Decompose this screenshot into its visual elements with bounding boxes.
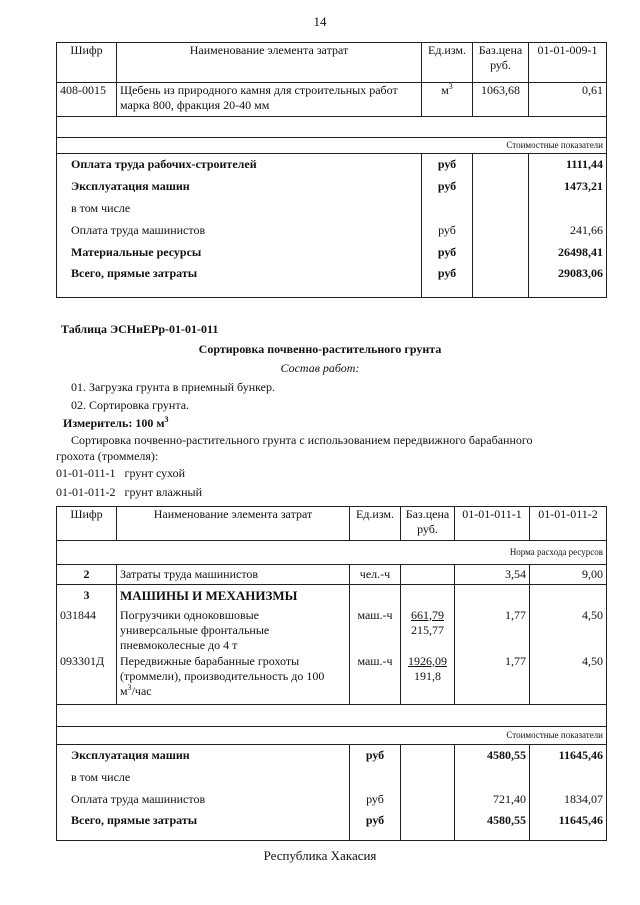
- row-price-line1: 661,79: [411, 607, 444, 622]
- summary-row: [57, 811, 607, 841]
- page-number: 14: [313, 14, 327, 29]
- header-code: Шифр: [57, 43, 117, 83]
- summary-row: [57, 154, 607, 176]
- row-value-2: 4,50: [530, 607, 607, 653]
- summary-name: в том числе: [57, 767, 350, 789]
- summary-value-1: 4580,55: [455, 811, 530, 841]
- summary-unit: руб: [422, 264, 473, 298]
- section-label-row: [57, 138, 607, 154]
- work-item-2: 02. Сортировка грунта.: [71, 398, 190, 412]
- section-label-row: [57, 727, 607, 745]
- table-header: [57, 507, 607, 541]
- header-code: Шифр: [57, 507, 117, 541]
- summary-value-1: 4580,55: [455, 745, 530, 767]
- summary-row: [57, 767, 607, 789]
- summary-name: Эксплуатация машин: [57, 176, 422, 198]
- row-name-line1: Передвижные барабанные грохоты: [120, 653, 300, 668]
- row-price: [401, 607, 455, 653]
- variant-2: 01-01-011-2 грунт влажный: [56, 485, 202, 499]
- table-title: Таблица ЭСНиЕРр-01-01-011: [61, 322, 219, 336]
- row-value-2: 4,50: [530, 653, 607, 705]
- row-value-1: 1,77: [455, 607, 530, 653]
- row-value-1: 1,77: [455, 653, 530, 705]
- row-name-line1: Щебень из природного камня для строительных работ: [120, 83, 398, 97]
- summary-name: Материальные ресурсы: [57, 242, 422, 264]
- row-unit: маш.-ч: [350, 653, 401, 705]
- row-code: 408-0015: [57, 83, 117, 117]
- table-row: [57, 653, 607, 705]
- summary-unit: руб: [350, 745, 401, 767]
- row-code: 3: [57, 585, 117, 607]
- footer-region: Республика Хакасия: [263, 848, 377, 863]
- summary-value: 241,66: [529, 220, 607, 242]
- section-label: Стоимостные показатели: [57, 727, 607, 745]
- summary-unit: руб: [422, 154, 473, 176]
- summary-row: [57, 242, 607, 264]
- work-item-1: 01. Загрузка грунта в приемный бункер.: [71, 380, 275, 394]
- group-title: МАШИНЫ И МЕХАНИЗМЫ: [117, 585, 350, 607]
- row-code: 093301Д: [57, 653, 117, 705]
- row-price-line2: 215,77: [411, 622, 444, 637]
- row-price: 1063,68: [473, 83, 529, 117]
- header-base-price-line2: руб.: [417, 522, 438, 536]
- row-name-line3: пневмоколесные до 4 т: [120, 637, 238, 652]
- composition-title: Состав работ:: [280, 361, 360, 375]
- summary-row: [57, 789, 607, 811]
- row-name-line2: (троммели), производительность до 100: [120, 668, 325, 683]
- summary-value-1: 721,40: [455, 789, 530, 811]
- summary-value-2: 11645,46: [530, 811, 607, 841]
- row-code: 031844: [57, 607, 117, 653]
- header-code-column-1: 01-01-011-1: [455, 507, 530, 541]
- summary-name: Эксплуатация машин: [57, 745, 350, 767]
- row-name-line2: универсальные фронтальные: [120, 622, 270, 637]
- header-unit: Ед.изм.: [422, 43, 473, 83]
- summary-value: 29083,06: [529, 264, 607, 298]
- summary-row: [57, 198, 607, 220]
- row-value: 0,61: [529, 83, 607, 117]
- summary-row: [57, 745, 607, 767]
- row-unit: $м^3$: [422, 83, 473, 117]
- row-price: [401, 653, 455, 705]
- section-divider: [57, 117, 607, 138]
- summary-value: 26498,41: [529, 242, 607, 264]
- row-name: [117, 607, 350, 653]
- row-unit: чел.-ч: [350, 565, 401, 585]
- header-name: Наименование элемента затрат: [117, 507, 350, 541]
- summary-unit: руб: [350, 811, 401, 841]
- summary-row: [57, 176, 607, 198]
- summary-value-2: 11645,46: [530, 745, 607, 767]
- summary-unit: руб: [422, 176, 473, 198]
- row-price-line2: 191,8: [414, 668, 441, 683]
- header-base-price-line1: Баз.цена: [478, 43, 523, 57]
- norm-label: Норма расхода ресурсов: [57, 541, 607, 565]
- row-name: [117, 653, 350, 705]
- summary-name: Оплата труда рабочих-строителей: [57, 154, 422, 176]
- header-unit: Ед.изм.: [350, 507, 401, 541]
- summary-name: Всего, прямые затраты: [57, 264, 422, 298]
- header-code-column-2: 01-01-011-2: [530, 507, 607, 541]
- resource-table-1: [56, 42, 607, 298]
- header-base-price-line2: руб.: [490, 58, 511, 72]
- summary-unit: руб: [422, 220, 473, 242]
- header-code-column: 01-01-009-1: [529, 43, 607, 83]
- row-code: 2: [57, 565, 117, 585]
- section-divider: [57, 705, 607, 727]
- summary-value-2: 1834,07: [530, 789, 607, 811]
- summary-name: Оплата труда машинистов: [57, 220, 422, 242]
- description-line2: грохота (троммеля):: [56, 449, 159, 463]
- table-row: [57, 565, 607, 585]
- row-unit: маш.-ч: [350, 607, 401, 653]
- section-heading: Сортировка почвенно-растительного грунта: [198, 342, 442, 356]
- table-row: [57, 585, 607, 607]
- row-name-line2: марка 800, фракция 20-40 мм: [120, 98, 270, 112]
- summary-name: Оплата труда машинистов: [57, 789, 350, 811]
- header-base-price: [473, 43, 529, 83]
- variant-1: 01-01-011-1 грунт сухой: [56, 466, 186, 480]
- header-base-price: [401, 507, 455, 541]
- summary-unit: руб: [422, 242, 473, 264]
- resource-table-2: [56, 506, 607, 841]
- row-name: [117, 83, 422, 117]
- table-row: [57, 607, 607, 653]
- table-row: [57, 83, 607, 117]
- summary-value: 1111,44: [529, 154, 607, 176]
- summary-row: [57, 264, 607, 298]
- section-label: Стоимостные показатели: [57, 138, 607, 154]
- row-price-line1: 1926,09: [408, 653, 447, 668]
- header-base-price-line1: Баз.цена: [405, 507, 450, 521]
- table-header: [57, 43, 607, 83]
- description-line1: Сортировка почвенно-растительного грунта с использованием передвижного барабанного: [71, 433, 533, 447]
- summary-name: в том числе: [57, 198, 422, 220]
- header-name: Наименование элемента затрат: [117, 43, 422, 83]
- summary-value: 1473,21: [529, 176, 607, 198]
- row-value-2: 9,00: [530, 565, 607, 585]
- summary-unit: руб: [350, 789, 401, 811]
- row-name-line3: $м^3$/час: [120, 682, 152, 698]
- row-value-1: 3,54: [455, 565, 530, 585]
- summary-row: [57, 220, 607, 242]
- measure-label: Измеритель: 100 $м^3$: [63, 415, 169, 430]
- summary-name: Всего, прямые затраты: [57, 811, 350, 841]
- row-name-line1: Погрузчики одноковшовые: [120, 607, 260, 622]
- row-name: Затраты труда машинистов: [117, 565, 350, 585]
- norm-label-row: [57, 541, 607, 565]
